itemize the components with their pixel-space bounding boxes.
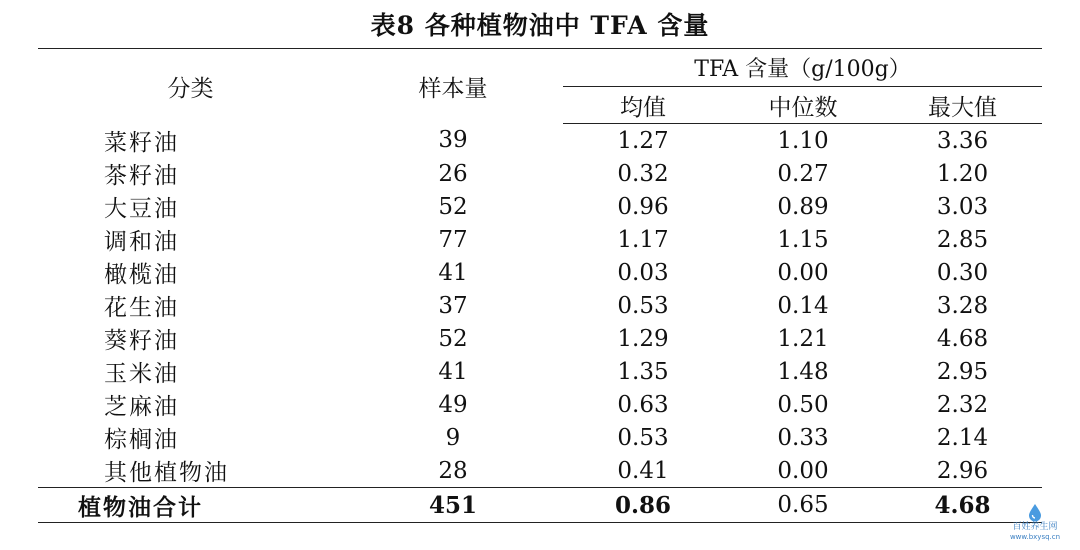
- table-row: [38, 190, 1042, 223]
- row-mean: 0.53: [617, 292, 669, 319]
- row-median: 0.00: [777, 457, 829, 484]
- row-mean: 0.53: [617, 424, 669, 451]
- header-mean: 均值: [563, 87, 723, 124]
- watermark-name: 百姓养生网: [1012, 522, 1058, 532]
- table-row: [38, 157, 1042, 190]
- row-sample-size: 77: [438, 226, 468, 253]
- watermark-url: www.bxysq.cn: [1009, 533, 1061, 541]
- row-sample-size: 41: [438, 358, 468, 385]
- row-median: 0.00: [777, 259, 829, 286]
- row-max: 4.68: [936, 325, 989, 352]
- row-max: 3.36: [936, 127, 989, 154]
- row-name: 调和油: [104, 229, 179, 255]
- row-mean: 1.29: [617, 325, 669, 352]
- header-max: 最大值: [883, 87, 1042, 124]
- tfa-table: [38, 48, 1042, 523]
- table-row: [38, 388, 1042, 421]
- row-sample-size: 52: [438, 325, 468, 352]
- row-sample-size: 9: [445, 424, 461, 451]
- row-mean: 0.41: [617, 457, 669, 484]
- header-median: 中位数: [723, 87, 883, 124]
- row-name: 葵籽油: [104, 328, 179, 354]
- row-mean: 1.35: [617, 358, 669, 385]
- row-max: 1.20: [936, 160, 989, 187]
- table-row: [38, 289, 1042, 322]
- row-sample-size: 26: [438, 160, 468, 187]
- row-max: 0.30: [936, 259, 989, 286]
- row-mean: 1.17: [617, 226, 669, 253]
- header-sample-size: 样本量: [343, 49, 563, 124]
- row-median: 0.27: [777, 160, 829, 187]
- row-median: 0.14: [777, 292, 829, 319]
- row-sample-size: 37: [438, 292, 468, 319]
- row-max: 2.14: [936, 424, 989, 451]
- header-category: 分类: [38, 49, 343, 124]
- table-row: [38, 421, 1042, 454]
- row-mean: 0.32: [617, 160, 669, 187]
- total-mean: 0.86: [563, 488, 723, 523]
- row-mean: 0.03: [617, 259, 669, 286]
- row-median: 1.48: [777, 358, 829, 385]
- row-max: 2.96: [936, 457, 989, 484]
- row-name: 花生油: [104, 295, 179, 321]
- row-mean: 0.63: [617, 391, 669, 418]
- row-name: 芝麻油: [104, 394, 179, 420]
- row-name: 菜籽油: [104, 129, 179, 156]
- row-sample-size: 41: [438, 259, 468, 286]
- total-sample-size: 451: [343, 488, 563, 523]
- row-sample-size: 52: [438, 193, 468, 220]
- table-title: 表8 各种植物油中 TFA 含量: [370, 11, 710, 40]
- table-row: [38, 454, 1042, 488]
- row-name: 棕榈油: [104, 427, 179, 453]
- total-max: 4.68: [883, 488, 1042, 523]
- row-name: 大豆油: [104, 196, 179, 222]
- total-name: 植物油合计: [38, 488, 343, 523]
- table-row: [38, 256, 1042, 289]
- row-sample-size: 28: [438, 457, 468, 484]
- row-mean: 0.96: [617, 193, 669, 220]
- row-name: 茶籽油: [104, 163, 179, 189]
- row-max: 2.85: [936, 226, 989, 253]
- table-row: [38, 124, 1042, 158]
- row-sample-size: 49: [438, 391, 468, 418]
- total-median: 0.65: [723, 488, 883, 523]
- row-median: 1.15: [777, 226, 829, 253]
- table-row: [38, 355, 1042, 388]
- row-sample-size: 39: [438, 127, 468, 154]
- row-median: 1.21: [777, 325, 829, 352]
- total-row: [38, 488, 1042, 523]
- row-median: 0.89: [777, 193, 829, 220]
- row-name: 橄榄油: [104, 262, 179, 288]
- table-row: [38, 322, 1042, 355]
- table-row: [38, 223, 1042, 256]
- row-max: 3.28: [936, 292, 989, 319]
- drop-icon: [1025, 502, 1045, 522]
- row-mean: 1.27: [617, 127, 669, 154]
- row-max: 2.95: [936, 358, 989, 385]
- header-tfa-group: TFA 含量（g/100g）: [563, 49, 1042, 87]
- row-median: 0.33: [777, 424, 829, 451]
- row-max: 3.03: [936, 193, 989, 220]
- row-max: 2.32: [936, 391, 989, 418]
- row-name: 其他植物油: [104, 460, 229, 486]
- site-watermark: [996, 502, 1074, 546]
- row-median: 1.10: [777, 127, 829, 154]
- row-name: 玉米油: [104, 361, 179, 387]
- row-median: 0.50: [777, 391, 829, 418]
